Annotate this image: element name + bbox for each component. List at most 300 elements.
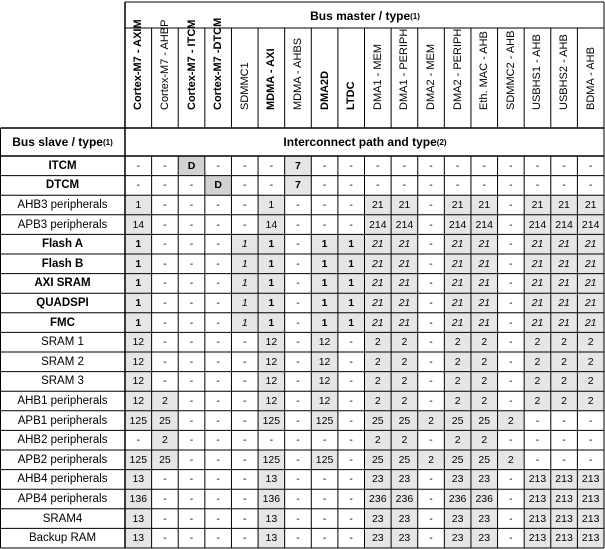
path-cell: - <box>402 179 407 192</box>
slave-row-label: APB4 peripherals <box>17 492 108 505</box>
master-column-header <box>418 28 445 128</box>
path-cell: 21 <box>577 274 604 294</box>
path-cell: 2 <box>391 391 418 411</box>
slave-row-label: AXI SRAM <box>34 277 91 290</box>
path-cell: 12 <box>258 352 285 372</box>
path-cell: 21 <box>471 195 498 215</box>
path-cell: 14 <box>125 215 152 235</box>
path-cell: - <box>535 453 540 466</box>
path-cell: 12 <box>311 391 338 411</box>
path-cell: 2 <box>577 391 604 411</box>
path-cell: 21 <box>391 234 418 254</box>
path-cell: 214 <box>391 215 418 235</box>
path-cell: 213 <box>524 528 551 548</box>
path-cell: - <box>189 277 194 290</box>
path-cell: - <box>429 277 433 290</box>
path-cell: - <box>296 434 300 447</box>
path-cell: 136 <box>258 489 285 509</box>
path-cell: 2 <box>444 430 471 450</box>
path-cell: - <box>163 218 167 231</box>
path-cell: - <box>296 296 300 309</box>
path-cell: - <box>242 355 247 368</box>
bus-master-title-text: Bus master / type <box>310 9 411 23</box>
path-cell: - <box>349 532 353 545</box>
slave-row-label: QUADSPI <box>36 296 89 309</box>
path-cell: - <box>322 532 327 545</box>
path-cell: - <box>509 375 513 388</box>
path-cell: - <box>242 218 247 231</box>
path-cell: 2 <box>524 372 551 392</box>
master-column-header <box>338 28 365 128</box>
path-cell: 214 <box>551 215 578 235</box>
path-cell: - <box>189 355 194 368</box>
path-cell: - <box>163 238 167 251</box>
path-cell: 1 <box>311 254 338 274</box>
path-cell: - <box>509 394 513 407</box>
master-column-label: DMA1 - MEM <box>371 44 384 110</box>
path-cell: - <box>349 453 353 466</box>
path-cell: - <box>376 159 380 172</box>
path-cell: 1 <box>231 313 258 333</box>
path-cell: 7 <box>285 156 312 176</box>
path-cell: 23 <box>471 528 498 548</box>
path-cell: 21 <box>444 274 471 294</box>
path-cell: - <box>189 238 194 251</box>
interconnect-footnote: (2) <box>436 137 447 147</box>
path-cell: 21 <box>444 234 471 254</box>
path-cell: - <box>429 394 433 407</box>
path-cell: 23 <box>391 470 418 490</box>
path-cell: 213 <box>577 509 604 529</box>
slave-row-label: AHB3 peripherals <box>17 198 108 211</box>
path-cell: - <box>269 434 274 447</box>
path-cell: 213 <box>577 470 604 490</box>
path-cell: - <box>296 414 300 427</box>
path-cell: - <box>189 434 194 447</box>
path-cell: - <box>163 473 167 486</box>
path-cell: 1 <box>125 254 152 274</box>
path-cell: - <box>296 218 300 231</box>
path-cell: - <box>216 414 220 427</box>
path-cell: 2 <box>577 332 604 352</box>
path-cell: - <box>588 159 593 172</box>
path-cell: - <box>349 473 353 486</box>
path-cell: - <box>296 394 300 407</box>
path-cell: 125 <box>125 450 152 470</box>
path-cell: 2 <box>524 352 551 372</box>
master-column-header <box>551 28 578 128</box>
path-cell: 2 <box>418 411 445 431</box>
path-cell: - <box>216 355 220 368</box>
path-cell: 23 <box>365 528 392 548</box>
path-cell: - <box>322 218 327 231</box>
path-cell: - <box>429 296 433 309</box>
path-cell: 12 <box>125 332 152 352</box>
master-column-label: Eth. MAC - AHB <box>478 31 491 110</box>
slave-row-label: ITCM <box>48 159 77 172</box>
master-column-header <box>231 28 258 128</box>
path-cell: - <box>242 473 247 486</box>
path-cell: 21 <box>365 254 392 274</box>
path-cell: 21 <box>444 313 471 333</box>
path-cell: - <box>322 159 327 172</box>
path-cell: - <box>349 179 353 192</box>
path-cell: 214 <box>444 215 471 235</box>
path-cell: 21 <box>391 274 418 294</box>
path-cell: 2 <box>577 352 604 372</box>
path-cell: 21 <box>444 254 471 274</box>
path-cell: - <box>189 296 194 309</box>
path-cell: - <box>562 453 566 466</box>
path-cell: 213 <box>551 509 578 529</box>
path-cell: 12 <box>258 391 285 411</box>
path-cell: - <box>296 277 300 290</box>
path-cell: - <box>509 296 513 309</box>
path-cell: 213 <box>524 489 551 509</box>
path-cell: - <box>296 512 300 525</box>
path-cell: 21 <box>524 313 551 333</box>
path-cell: 13 <box>125 528 152 548</box>
master-column-label: BDMA - AHB <box>584 47 597 110</box>
path-cell: 21 <box>471 234 498 254</box>
path-cell: - <box>482 179 486 192</box>
path-cell: - <box>509 434 513 447</box>
path-cell: - <box>429 316 433 329</box>
path-cell: - <box>429 473 433 486</box>
path-cell: 214 <box>471 215 498 235</box>
bus-slave-footnote: (1) <box>102 137 113 147</box>
path-cell: 14 <box>258 215 285 235</box>
path-cell: 1 <box>231 274 258 294</box>
master-column-label: DMA2D <box>318 70 331 110</box>
path-cell: 1 <box>311 293 338 313</box>
slave-row-label: APB3 peripherals <box>17 218 108 231</box>
path-cell: - <box>189 532 194 545</box>
path-cell: - <box>562 159 566 172</box>
path-cell: 2 <box>471 332 498 352</box>
path-cell: - <box>509 492 513 505</box>
path-cell: - <box>216 532 220 545</box>
path-cell: 21 <box>391 293 418 313</box>
path-cell: 21 <box>524 293 551 313</box>
path-cell: 1 <box>338 313 365 333</box>
master-column-header <box>471 28 498 128</box>
path-cell: - <box>322 473 327 486</box>
path-cell: - <box>189 394 194 407</box>
path-cell: - <box>588 179 593 192</box>
path-cell: 21 <box>551 195 578 215</box>
master-column-header <box>152 19 179 128</box>
bus-slave-title-text: Bus slave / type <box>12 135 103 149</box>
path-cell: - <box>562 179 566 192</box>
path-cell: - <box>189 375 194 388</box>
path-cell: 213 <box>524 470 551 490</box>
bus-slave-title <box>0 128 125 156</box>
path-cell: 1 <box>125 293 152 313</box>
path-cell: 125 <box>311 411 338 431</box>
slave-row-label: FMC <box>50 316 75 329</box>
path-cell: 21 <box>551 313 578 333</box>
interconnect-title <box>125 128 605 156</box>
path-cell: - <box>242 512 247 525</box>
path-cell: - <box>269 159 274 172</box>
path-cell: 13 <box>125 470 152 490</box>
path-cell: 25 <box>365 450 392 470</box>
path-cell: 2 <box>524 332 551 352</box>
path-cell: 12 <box>311 332 338 352</box>
path-cell: - <box>429 434 433 447</box>
path-cell: 12 <box>311 352 338 372</box>
master-column-label: Cortex-M7 - ITCM <box>185 19 198 110</box>
path-cell: - <box>189 257 194 270</box>
path-cell: 2 <box>365 391 392 411</box>
path-cell: 21 <box>551 254 578 274</box>
path-cell: 21 <box>391 313 418 333</box>
master-column-label: SDMMC1 <box>238 62 251 110</box>
master-column-label: MDMA - AXI <box>265 48 278 110</box>
path-cell: 213 <box>551 528 578 548</box>
path-cell: 2 <box>444 352 471 372</box>
path-cell: 25 <box>444 450 471 470</box>
bus-master-footnote: (1) <box>410 11 420 21</box>
path-cell: - <box>509 218 513 231</box>
master-column-label: DMA1 - PERIPH <box>398 28 411 110</box>
path-cell: 25 <box>471 450 498 470</box>
master-column-header <box>444 28 471 128</box>
path-cell: 25 <box>152 450 179 470</box>
path-cell: 2 <box>391 372 418 392</box>
master-column-header <box>258 28 285 128</box>
path-cell: - <box>189 198 194 211</box>
path-cell: - <box>216 218 220 231</box>
path-cell: 21 <box>365 274 392 294</box>
path-cell: - <box>429 512 433 525</box>
path-cell: 2 <box>471 372 498 392</box>
path-cell: 213 <box>551 470 578 490</box>
path-cell: 25 <box>365 411 392 431</box>
path-cell: 2 <box>365 352 392 372</box>
path-cell: - <box>163 316 167 329</box>
slave-row-label: APB1 peripherals <box>17 414 108 427</box>
path-cell: - <box>216 198 220 211</box>
path-cell: - <box>216 238 220 251</box>
path-cell: - <box>296 375 300 388</box>
path-cell: - <box>216 453 220 466</box>
path-cell: - <box>189 512 194 525</box>
interconnect-title-text: Interconnect path and type <box>283 135 437 149</box>
path-cell: - <box>216 375 220 388</box>
path-cell: - <box>163 355 167 368</box>
path-cell: - <box>322 179 327 192</box>
path-cell: 2 <box>551 332 578 352</box>
path-cell: - <box>296 198 300 211</box>
master-column-label: USBHS2 - AHB <box>558 34 571 110</box>
path-cell: - <box>242 198 247 211</box>
path-cell: 21 <box>365 234 392 254</box>
path-cell: 1 <box>258 254 285 274</box>
path-cell: - <box>242 375 247 388</box>
path-cell: 2 <box>444 372 471 392</box>
path-cell: 1 <box>125 274 152 294</box>
path-cell: 1 <box>231 254 258 274</box>
path-cell: 1 <box>125 195 152 215</box>
path-cell: - <box>163 159 167 172</box>
path-cell: - <box>242 414 247 427</box>
path-cell: - <box>349 218 353 231</box>
path-cell: - <box>429 257 433 270</box>
path-cell: 1 <box>258 293 285 313</box>
path-cell: - <box>535 414 540 427</box>
path-cell: 21 <box>524 254 551 274</box>
path-cell: - <box>509 198 513 211</box>
path-cell: - <box>376 179 380 192</box>
path-cell: - <box>482 159 486 172</box>
path-cell: 21 <box>577 313 604 333</box>
master-column-label: Cortex-M7 - AHBP <box>158 19 171 110</box>
path-cell: 1 <box>338 274 365 294</box>
path-cell: 21 <box>524 234 551 254</box>
master-column-header <box>205 17 232 128</box>
path-cell: - <box>216 296 220 309</box>
master-column-label: Cortex-M7 -DTCM <box>212 17 225 110</box>
path-cell: 2 <box>551 372 578 392</box>
path-cell: - <box>163 277 167 290</box>
path-cell: - <box>349 512 353 525</box>
path-cell: - <box>349 336 353 349</box>
path-cell: 2 <box>551 391 578 411</box>
path-cell: - <box>322 512 327 525</box>
path-cell: - <box>189 179 194 192</box>
path-cell: 125 <box>258 411 285 431</box>
path-cell: - <box>349 394 353 407</box>
path-cell: - <box>189 453 194 466</box>
path-cell: 21 <box>524 274 551 294</box>
path-cell: 214 <box>577 215 604 235</box>
path-cell: 125 <box>311 450 338 470</box>
path-cell: - <box>535 434 540 447</box>
slave-row-label: AHB2 peripherals <box>17 434 108 447</box>
path-cell: - <box>216 394 220 407</box>
path-cell: 1 <box>125 234 152 254</box>
path-cell: - <box>296 238 300 251</box>
path-cell: 1 <box>258 274 285 294</box>
path-cell: 12 <box>125 372 152 392</box>
path-cell: - <box>189 218 194 231</box>
path-cell: - <box>349 434 353 447</box>
path-cell: 21 <box>577 195 604 215</box>
path-cell: - <box>322 434 327 447</box>
path-cell: 2 <box>365 430 392 450</box>
path-cell: 2 <box>471 391 498 411</box>
path-cell: 213 <box>524 509 551 529</box>
master-column-header <box>178 19 205 128</box>
path-cell: 2 <box>444 332 471 352</box>
path-cell: - <box>535 159 540 172</box>
slave-row-label: Backup RAM <box>28 532 97 545</box>
path-cell: 125 <box>125 411 152 431</box>
path-cell: 21 <box>365 313 392 333</box>
path-cell: - <box>429 336 433 349</box>
path-cell: 12 <box>311 372 338 392</box>
slave-row-label: SRAM 2 <box>41 355 84 368</box>
path-cell: 21 <box>471 313 498 333</box>
master-column-header <box>125 19 152 128</box>
master-column-label: Cortex-M7 - AXIM <box>132 19 145 110</box>
path-cell: 1 <box>338 254 365 274</box>
path-cell: - <box>349 492 353 505</box>
path-cell: - <box>429 375 433 388</box>
slave-row-label: SRAM4 <box>42 512 83 525</box>
path-cell: - <box>189 414 194 427</box>
path-cell: - <box>296 355 300 368</box>
path-cell: 21 <box>391 254 418 274</box>
path-cell: - <box>296 336 300 349</box>
path-cell: - <box>509 355 513 368</box>
path-cell: 2 <box>391 332 418 352</box>
path-cell: 12 <box>125 391 152 411</box>
path-cell: - <box>402 159 407 172</box>
path-cell: 1 <box>231 234 258 254</box>
path-cell: - <box>163 179 167 192</box>
path-cell: 2 <box>365 372 392 392</box>
path-cell: - <box>349 414 353 427</box>
path-cell: 1 <box>125 313 152 333</box>
path-cell: 23 <box>444 509 471 529</box>
path-cell: 21 <box>551 274 578 294</box>
path-cell: 12 <box>258 332 285 352</box>
path-cell: 2 <box>498 450 525 470</box>
master-column-header <box>365 28 392 128</box>
path-cell: - <box>322 198 327 211</box>
master-column-header <box>391 28 418 128</box>
path-cell: 1 <box>311 274 338 294</box>
path-cell: - <box>349 375 353 388</box>
path-cell: - <box>163 257 167 270</box>
path-cell: - <box>242 336 247 349</box>
path-cell: - <box>349 159 353 172</box>
path-cell: - <box>509 473 513 486</box>
path-cell: 21 <box>577 254 604 274</box>
path-cell: 23 <box>391 509 418 529</box>
path-cell: - <box>349 198 353 211</box>
slave-row-label: SRAM 1 <box>41 336 84 349</box>
path-cell: - <box>535 179 540 192</box>
path-cell: - <box>509 512 513 525</box>
path-cell: 1 <box>338 234 365 254</box>
path-cell: 12 <box>125 352 152 372</box>
path-cell: - <box>455 159 460 172</box>
path-cell: 7 <box>285 176 312 196</box>
path-cell: 125 <box>258 450 285 470</box>
master-column-label: SDMMC2 - AHB <box>504 30 517 110</box>
path-cell: D <box>205 176 232 196</box>
path-cell: - <box>163 492 167 505</box>
path-cell: 213 <box>577 528 604 548</box>
path-cell: - <box>509 238 513 251</box>
path-cell: 23 <box>444 528 471 548</box>
path-cell: 213 <box>551 489 578 509</box>
path-cell: - <box>429 238 433 251</box>
path-cell: - <box>216 512 220 525</box>
path-cell: 2 <box>471 430 498 450</box>
path-cell: - <box>163 198 167 211</box>
path-cell: 13 <box>258 470 285 490</box>
path-cell: 2 <box>577 372 604 392</box>
path-cell: - <box>429 492 433 505</box>
path-cell: 2 <box>471 352 498 372</box>
path-cell: - <box>509 179 513 192</box>
path-cell: 21 <box>391 195 418 215</box>
